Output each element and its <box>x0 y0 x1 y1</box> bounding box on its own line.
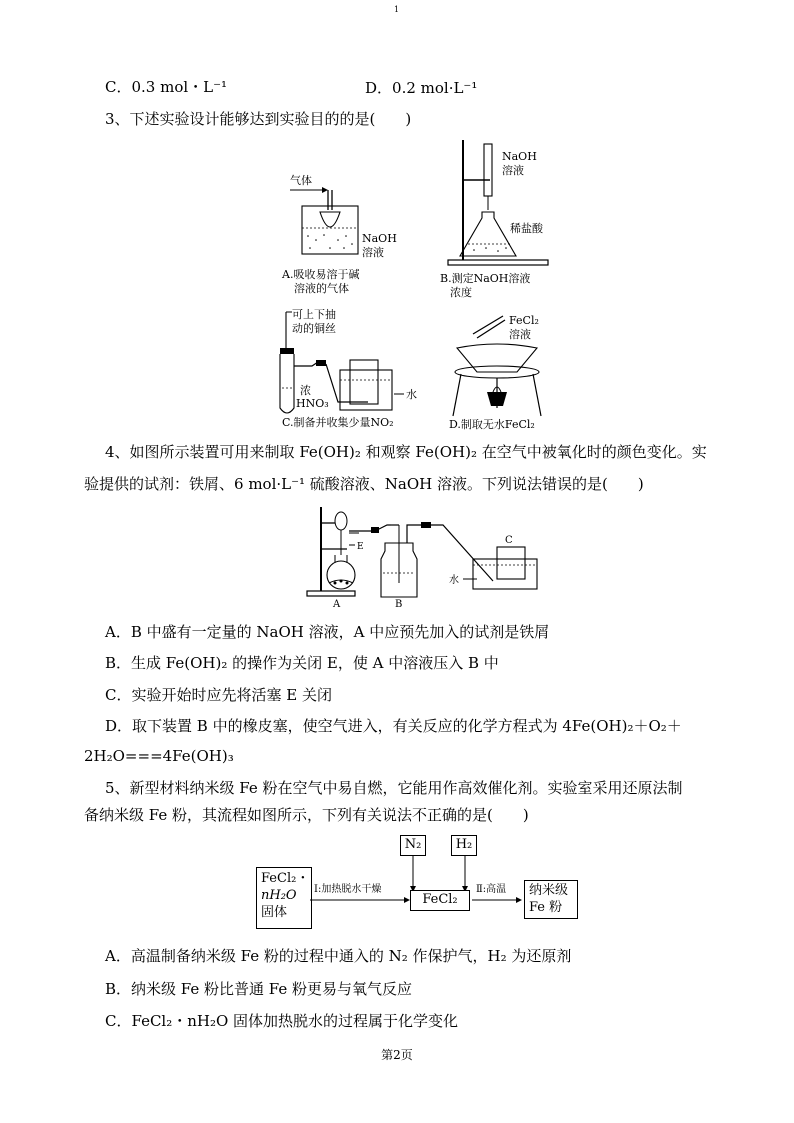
flow-step2-label: Ⅱ:高温 <box>476 884 507 895</box>
q4-option-b: B．生成 Fe(OH)₂ 的操作为关闭 E，使 A 中溶液压入 B 中 <box>105 654 499 672</box>
q5-option-a: A．高温制备纳米级 Fe 粉的过程中通入的 N₂ 作保护气，H₂ 为还原剂 <box>105 947 572 965</box>
caption-d: D.制取无水FeCl₂ <box>449 418 535 431</box>
flow-diagram <box>250 830 580 940</box>
naoh-label: NaOH <box>362 232 397 245</box>
solution-label: 溶液 <box>509 328 531 341</box>
q3-stem: 3、下述实验设计能够达到实验目的的是( ) <box>105 110 412 128</box>
q3-figure-a <box>280 170 400 300</box>
flow-n2-label: N₂ <box>404 837 422 852</box>
q4-stem-line2: 验提供的试剂：铁屑、6 mol·L⁻¹ 硫酸溶液、NaOH 溶液。下列说法错误的是( ) <box>84 475 644 493</box>
flow-step1-label: Ⅰ:加热脱水干燥 <box>314 884 382 895</box>
caption-a-line2: 溶液的气体 <box>294 282 349 295</box>
label-e: E <box>357 542 364 552</box>
q5-option-b: B．纳米级 Fe 粉比普通 Fe 粉更易与氧气反应 <box>105 980 413 998</box>
label-c: C <box>505 535 513 546</box>
flow-n2-box <box>400 835 426 856</box>
flow-end-box <box>524 880 578 919</box>
q2-option-d: D．0.2 mol·L⁻¹ <box>365 79 478 97</box>
q3-figure-d <box>447 308 577 433</box>
flow-h2-label: H₂ <box>455 837 473 852</box>
q3-figure-c <box>272 308 442 433</box>
caption-c: C.制备并收集少量NO₂ <box>282 416 394 429</box>
flow-mid-box <box>410 890 470 911</box>
solution-label: 溶液 <box>502 164 524 177</box>
wire-label-2: 动的铜丝 <box>292 322 336 335</box>
q5-option-c: C．FeCl₂・nH₂O 固体加热脱水的过程属于化学变化 <box>105 1012 459 1030</box>
fecl2-label: FeCl₂ <box>509 314 539 327</box>
acid-label-1: 浓 <box>300 384 311 397</box>
label-a: A <box>333 599 341 610</box>
flow-h2-box <box>451 835 477 856</box>
naoh-label: NaOH <box>502 150 537 163</box>
flow-start-line2: nH₂O <box>261 888 297 903</box>
acid-label: 稀盐酸 <box>510 222 543 235</box>
q4-option-d-line1: D．取下装置 B 中的橡皮塞，使空气进入，有关反应的化学方程式为 4Fe(OH)₂＋O₂＋ <box>105 717 682 735</box>
q3-figure-b <box>440 140 570 305</box>
gas-label: 气体 <box>290 174 312 187</box>
q5-stem-line1: 5、新型材料纳米级 Fe 粉在空气中易自燃，它能用作高效催化剂。实验室采用还原法制 <box>105 779 683 797</box>
flow-end-line1: 纳米级 <box>529 883 569 898</box>
acid-label-2: HNO₃ <box>296 397 329 410</box>
label-b: B <box>395 599 403 610</box>
flow-start-line3: 固体 <box>261 905 288 920</box>
q5-stem-line2: 备纳米级 Fe 粉，其流程如图所示，下列有关说法不正确的是( ) <box>84 806 529 824</box>
q4-option-d-line2: 2H₂O===4Fe(OH)₃ <box>84 747 234 765</box>
flow-start-line1: FeCl₂・ <box>261 871 310 886</box>
wire-label-1: 可上下抽 <box>292 308 336 321</box>
solution-dots <box>307 234 353 249</box>
q4-apparatus-figure <box>305 503 545 611</box>
header-mark: 1 <box>394 5 400 14</box>
caption-b-line1: B.测定NaOH溶液 <box>440 272 531 285</box>
caption-a-line1: A.吸收易溶于碱 <box>282 268 360 281</box>
flow-mid-label: FeCl₂ <box>422 892 458 907</box>
flow-end-line2: Fe 粉 <box>529 900 563 915</box>
water-label: 水 <box>406 388 417 401</box>
q4-option-c: C．实验开始时应先将活塞 E 关闭 <box>105 686 332 704</box>
water-label: 水 <box>449 575 459 586</box>
solution-label: 溶液 <box>362 246 384 259</box>
caption-b-line2: 浓度 <box>450 286 472 299</box>
q2-option-c: C．0.3 mol・L⁻¹ <box>105 78 228 96</box>
page-number: 第2页 <box>381 1048 413 1062</box>
q4-option-a: A．B 中盛有一定量的 NaOH 溶液，A 中应预先加入的试剂是铁屑 <box>105 623 550 641</box>
q4-stem-line1: 4、如图所示装置可用来制取 Fe(OH)₂ 和观察 Fe(OH)₂ 在空气中被氧化时的颜色变化。实 <box>105 443 707 461</box>
